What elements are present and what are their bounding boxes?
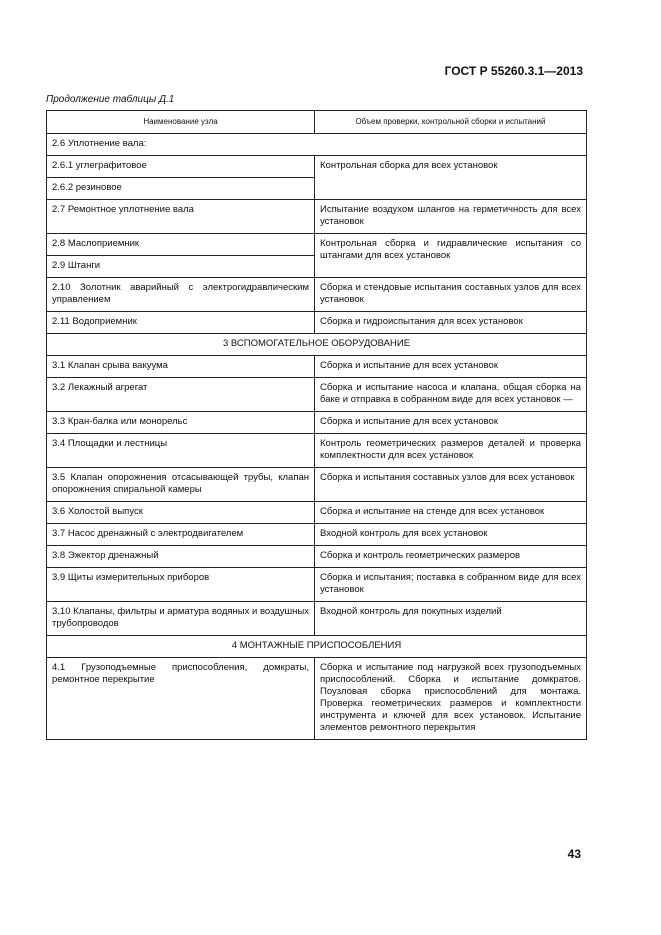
table-row — [47, 502, 587, 524]
table-row — [47, 312, 587, 334]
table-cell: Контрольная сборка для всех установок — [315, 156, 587, 200]
page-number: 43 — [567, 847, 581, 861]
table-row — [47, 524, 587, 546]
table-cell: 2.9 Штанги — [47, 256, 315, 278]
standard-number: ГОСТ Р 55260.3.1—2013 — [444, 64, 583, 78]
table-cell: 2.7 Ремонтное уплотнение вала — [47, 200, 315, 234]
table-row — [47, 568, 587, 602]
table-cell: Сборка и испытание под нагрузкой всех грузоподъемных приспособлений. Сборка и испытание домкратов. Поузловая сборка приспособлений для монтажа. Проверка геометрических размеров и комплектности инструмента и ключей для всех установок. Испытание элементов ремонтного перекрытия — [315, 658, 587, 740]
table-cell: Сборка и испытание насоса и клапана, общая сборка на баке и отправка в собранном виде для всех установок — — [315, 378, 587, 412]
table-cell: 2.6.1 углеграфитовое — [47, 156, 315, 178]
table-cell: Сборка и испытания; поставка в собранном виде для всех установок — [315, 568, 587, 602]
requirements-table — [46, 110, 587, 740]
table-row — [47, 334, 587, 356]
table-row — [47, 434, 587, 468]
table-row — [47, 636, 587, 658]
table-cell: 3.4 Площадки и лестницы — [47, 434, 315, 468]
table-cell: Сборка и испытание на стенде для всех установок — [315, 502, 587, 524]
table-cell: 2.8 Маслоприемник — [47, 234, 315, 256]
table-row — [47, 602, 587, 636]
table-cell: Сборка и испытания составных узлов для всех установок — [315, 468, 587, 502]
table-cell: Входной контроль для всех установок — [315, 524, 587, 546]
table-cell: 3.2 Лекажный агрегат — [47, 378, 315, 412]
table-cell: 3.10 Клапаны, фильтры и арматура водяных и воздушных трубопроводов — [47, 602, 315, 636]
table-row — [47, 200, 587, 234]
table-cell: 2.6 Уплотнение вала: — [47, 134, 587, 156]
table-row — [47, 356, 587, 378]
table-cell: Входной контроль для покупных изделий — [315, 602, 587, 636]
table-row — [47, 278, 587, 312]
table-cell: 3.9 Щиты измерительных приборов — [47, 568, 315, 602]
table-cell: Контроль геометрических размеров деталей и проверка комплектности для всех установок — [315, 434, 587, 468]
table-cell: 3.5 Клапан опорожнения отсасывающей трубы, клапан опорожнения спиральной камеры — [47, 468, 315, 502]
section-heading: 3 ВСПОМОГАТЕЛЬНОЕ ОБОРУДОВАНИЕ — [47, 334, 587, 356]
table-row — [47, 234, 587, 256]
table-row — [47, 378, 587, 412]
table-row — [47, 134, 587, 156]
table-row — [47, 412, 587, 434]
table-caption: Продолжение таблицы Д.1 — [46, 94, 175, 105]
table-cell: 4.1 Грузоподъемные приспособления, домкраты, ремонтное перекрытие — [47, 658, 315, 740]
column-header-unit: Наименование узла — [47, 111, 315, 134]
table-cell: Сборка и контроль геометрических размеров — [315, 546, 587, 568]
column-header-scope: Объем проверки, контрольной сборки и испытаний — [315, 111, 587, 134]
table-cell: 3.3 Кран-балка или монорельс — [47, 412, 315, 434]
table-header-row — [47, 111, 587, 134]
table-cell: Сборка и гидроиспытания для всех установок — [315, 312, 587, 334]
table-cell: 2.11 Водоприемник — [47, 312, 315, 334]
table-cell: 2.10 Золотник аварийный с электрогидравлическим управлением — [47, 278, 315, 312]
table-cell: Сборка и испытание для всех установок — [315, 412, 587, 434]
table-row — [47, 658, 587, 740]
table-row — [47, 156, 587, 178]
table-cell: Сборка и стендовые испытания составных узлов для всех установок — [315, 278, 587, 312]
section-heading: 4 МОНТАЖНЫЕ ПРИСПОСОБЛЕНИЯ — [47, 636, 587, 658]
table-row — [47, 546, 587, 568]
table-cell: Испытание воздухом шлангов на герметичность для всех установок — [315, 200, 587, 234]
table-cell: Контрольная сборка и гидравлические испытания со штангами для всех установок — [315, 234, 587, 278]
table-cell: Сборка и испытание для всех установок — [315, 356, 587, 378]
table-cell: 3.1 Клапан срыва вакуума — [47, 356, 315, 378]
table-cell: 2.6.2 резиновое — [47, 178, 315, 200]
table-cell: 3.7 Насос дренажный с электродвигателем — [47, 524, 315, 546]
table-cell: 3.8 Эжектор дренажный — [47, 546, 315, 568]
table-cell: 3.6 Холостой выпуск — [47, 502, 315, 524]
table-row — [47, 468, 587, 502]
